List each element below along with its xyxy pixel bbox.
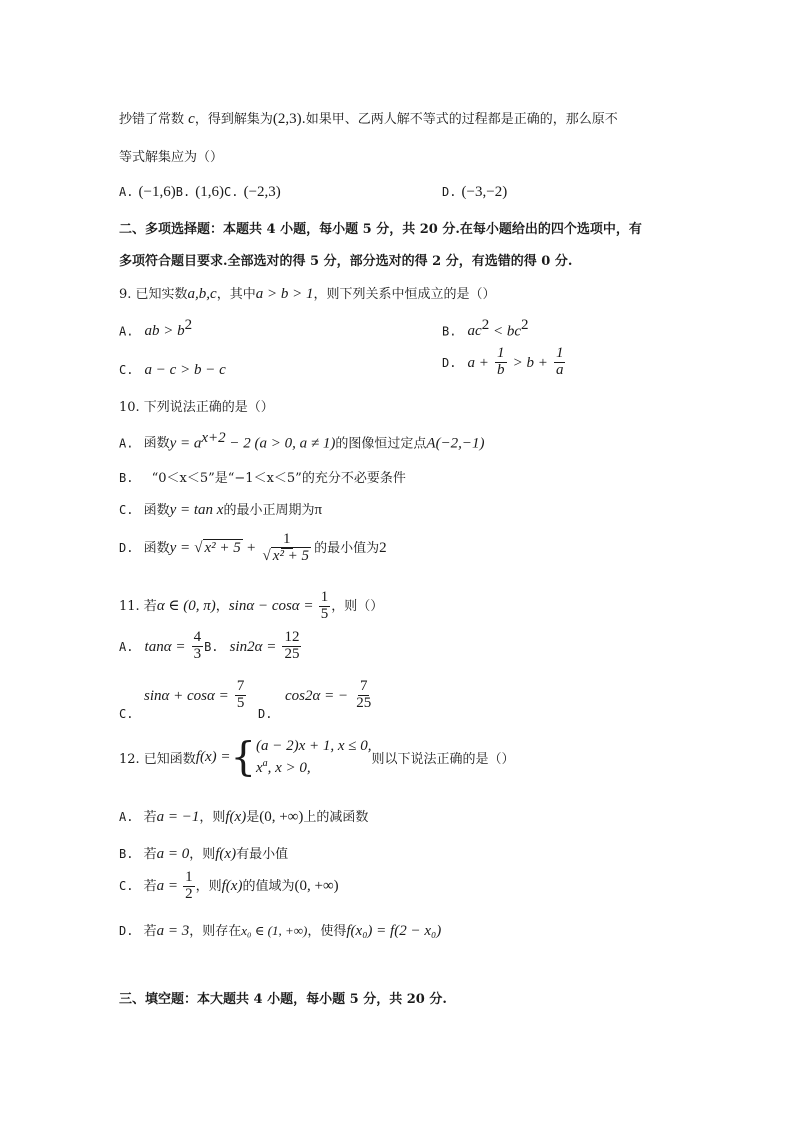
fraction: [354, 679, 373, 712]
q12-cases: [256, 736, 372, 779]
fraction: [282, 630, 301, 663]
fraction: [319, 590, 331, 623]
option-label: C.: [119, 878, 134, 893]
option-label: D.: [119, 924, 134, 938]
q10-text: 的最小正周期为: [223, 503, 315, 518]
left-brace-icon: {: [230, 734, 256, 781]
q11-stem: [119, 590, 383, 623]
numerator: 1: [283, 531, 291, 547]
q10-text: 函数: [143, 436, 170, 452]
q9-b-expr: ac: [467, 323, 482, 340]
q9-vars: a,b,c: [187, 286, 217, 302]
q12-option-c: [119, 870, 339, 903]
q10-stem: 10. 下列说法正确的是（）: [119, 400, 274, 415]
q10-text: 的图像恒过定点: [335, 436, 427, 452]
option-label: D.: [119, 540, 134, 555]
q9-option-b: [442, 317, 529, 340]
q8-option-d-row: [442, 181, 507, 201]
q12-option-a: [119, 806, 368, 826]
q8-option-b: (1,6): [195, 184, 225, 200]
q12-stem: [119, 736, 515, 779]
q8-line2: 等式解集应为（）: [119, 150, 224, 165]
option-label: A.: [119, 324, 134, 339]
q8-constant: c: [188, 111, 195, 127]
q10-a-fn: − 2 (a > 0, a ≠ 1): [225, 435, 336, 452]
plus: +: [246, 539, 256, 556]
fraction: [495, 346, 507, 379]
section2-instructions: 多项符合题目要求.全部选对的得 5 分，部分选对的得 2 分，有选错的得 0 分.: [119, 254, 573, 269]
q12-b-cond: a = 0: [156, 846, 190, 862]
exponent: a: [262, 758, 268, 769]
exponent: 2: [481, 317, 490, 333]
q9-condition: a > b > 1: [255, 286, 314, 302]
q8-text: 抄错了常数: [119, 112, 185, 127]
q10-c-pi: π: [314, 502, 323, 518]
q11-c-expr: sinα + cosα =: [144, 687, 229, 704]
q9-stem: [119, 283, 496, 303]
q9-text: ，则下列关系中恒成立的是（）: [313, 287, 496, 302]
q9-text: ，其中: [216, 287, 256, 302]
q12-text: ，则: [199, 810, 226, 825]
denominator: 2: [185, 885, 193, 902]
numerator: 1: [497, 345, 505, 361]
denominator: 5: [320, 605, 329, 622]
q12-case-2: [256, 757, 372, 779]
option-label: A.: [119, 436, 134, 451]
option-label: C.: [119, 503, 134, 517]
q9-b-expr: < bc: [489, 323, 521, 340]
q12-case-1: (a − 2)x + 1, x ≤ 0,: [255, 738, 372, 754]
q8-option-d: (−3,−2): [461, 184, 508, 200]
q9-option-c: [119, 359, 226, 379]
q12-text: 的值域为: [242, 878, 295, 894]
q12-text: 上的减函数: [303, 810, 369, 825]
option-label: C.: [224, 185, 239, 199]
q12-c-cond: a =: [156, 877, 178, 894]
q10-option-c: [119, 499, 322, 519]
numerator: 1: [185, 869, 193, 885]
section3-heading: 三、填空题：本大题共 4 小题，每小题 5 分，共 20 分.: [119, 992, 447, 1007]
q12-d-eq: f(x₀) = f(2 − x₀): [346, 923, 442, 939]
option-label: D.: [442, 185, 457, 199]
q10-b-text: “0＜x＜5”是“−1＜x＜5”的充分不必要条件: [151, 471, 406, 486]
q10-option-b: [119, 467, 406, 486]
denominator: 25: [356, 694, 372, 711]
q11-d-label: D.: [258, 707, 273, 721]
q9-option-d: [442, 346, 566, 379]
fraction: [261, 532, 314, 565]
option-label: C.: [119, 363, 134, 377]
q12-d-cond: a = 3: [156, 923, 190, 939]
q10-text: 的最小值为: [314, 540, 380, 556]
q8-text: .如果甲、乙两人解不等式的过程都是正确的，那么原不: [301, 112, 618, 127]
option-label: A.: [119, 810, 134, 824]
q9-text: 9. 已知实数: [119, 287, 188, 302]
q8-option-c: (−2,3): [243, 184, 281, 200]
q12-case-2-rest: , x > 0,: [267, 760, 311, 776]
q12-case-2-base: x: [255, 760, 263, 776]
q12-text: 若: [143, 847, 157, 862]
q11-text: ，: [215, 598, 229, 614]
radicand: x² + 5: [272, 547, 310, 564]
option-label: B.: [119, 471, 134, 485]
q11-option-d: [285, 679, 374, 712]
q10-option-a: [119, 430, 485, 452]
option-label: B.: [204, 639, 219, 654]
q12-option-d: [119, 920, 441, 940]
q12-text: 12. 已知函数: [119, 752, 196, 767]
q9-a-expr: ab > b: [144, 323, 185, 340]
q10-d-fn: y =: [169, 539, 191, 556]
q10-text: 函数: [143, 503, 170, 518]
numerator: 4: [193, 629, 202, 645]
numerator: 7: [359, 678, 368, 694]
fraction: [554, 346, 566, 379]
q11-option-c: [144, 679, 247, 712]
q12-text: 若: [143, 878, 157, 894]
fraction: [235, 679, 247, 712]
q10-text: 函数: [143, 540, 170, 556]
numerator: 7: [236, 678, 245, 694]
q11-a-expr: tanα =: [144, 638, 186, 655]
option-label: B.: [119, 847, 134, 861]
denominator: 25: [284, 645, 300, 662]
q12-text: ，则: [189, 847, 216, 862]
q12-text: 则以下说法正确的是（）: [371, 752, 515, 767]
numerator: 1: [320, 589, 329, 605]
exponent: 2: [184, 317, 193, 333]
denominator: a: [555, 361, 564, 378]
q11-b-expr: sin2α =: [229, 638, 277, 655]
q9-c-expr: a − c > b − c: [144, 362, 226, 378]
q12-option-b: [119, 843, 288, 863]
q12-a-cond: a = −1: [156, 809, 200, 825]
q11-eq: sinα − cosα =: [228, 597, 314, 614]
denominator: √ x² + 5: [262, 547, 310, 564]
exponent: 2: [521, 317, 529, 333]
q9-d-expr: a +: [467, 354, 489, 371]
q12-text: 若: [143, 810, 157, 825]
q12-f: f(x): [215, 846, 237, 862]
q12-f: f(x): [221, 877, 243, 894]
q12-d-x0: x₀ ∈ (1, +∞): [241, 923, 308, 938]
option-label: B.: [175, 185, 191, 199]
numerator: 1: [555, 345, 564, 361]
q12-text: 若: [143, 924, 157, 939]
q9-d-expr: > b +: [512, 354, 548, 371]
section2-heading: 二、多项选择题：本题共 4 小题，每小题 5 分，共 20 分.在每小题给出的四个选项中，有: [119, 222, 642, 237]
q10-a-point: A(−2,−1): [426, 435, 485, 452]
q11-text: ，则（）: [331, 598, 384, 614]
q12-fx: f(x) =: [195, 749, 231, 765]
radicand: x² + 5: [204, 539, 241, 556]
q8-options: [119, 181, 281, 201]
fraction: [183, 870, 195, 903]
q11-range: α ∈ (0, π): [156, 597, 216, 614]
option-label: B.: [442, 324, 457, 339]
q10-c-fn: y = tan x: [169, 502, 224, 518]
option-label: D.: [442, 355, 457, 370]
fraction: [192, 630, 204, 663]
q8-line1: [119, 108, 618, 128]
q12-text: 是: [246, 810, 260, 825]
denominator: 5: [236, 694, 245, 711]
q12-interval: (0, +∞): [294, 877, 339, 894]
q10-option-d: D. 函数y = √ x² + 5 + $\frac{1}{\text{√ x² + 5}}$ 的最小值为2: [119, 531, 387, 564]
q11-options-ab: [119, 630, 302, 663]
numerator: 12: [284, 629, 300, 645]
denominator: 3: [193, 645, 202, 662]
q12-text: ，则存在: [189, 924, 242, 939]
q12-interval: (0, +∞): [259, 809, 304, 825]
q9-option-a: [119, 317, 192, 340]
q8-solution-set: (2,3): [272, 111, 302, 127]
exponent: x+2: [201, 430, 226, 446]
q12-text: ，使得: [307, 924, 347, 939]
q11-d-expr: cos2α = −: [285, 687, 349, 704]
q10-d-value: 2: [379, 539, 387, 556]
option-label: A.: [119, 185, 134, 199]
q11-text: 11. 若: [119, 598, 157, 614]
denominator: b: [497, 361, 505, 378]
option-label: A.: [119, 639, 134, 654]
q10-a-fn: y = a: [169, 435, 202, 452]
q12-f: f(x): [225, 809, 247, 825]
q8-text: ，得到解集为: [194, 112, 273, 127]
q8-option-a: (−1,6): [138, 184, 176, 200]
q11-c-label: C.: [119, 707, 134, 721]
q12-text: 有最小值: [236, 847, 289, 862]
q12-text: ，则: [195, 878, 222, 894]
